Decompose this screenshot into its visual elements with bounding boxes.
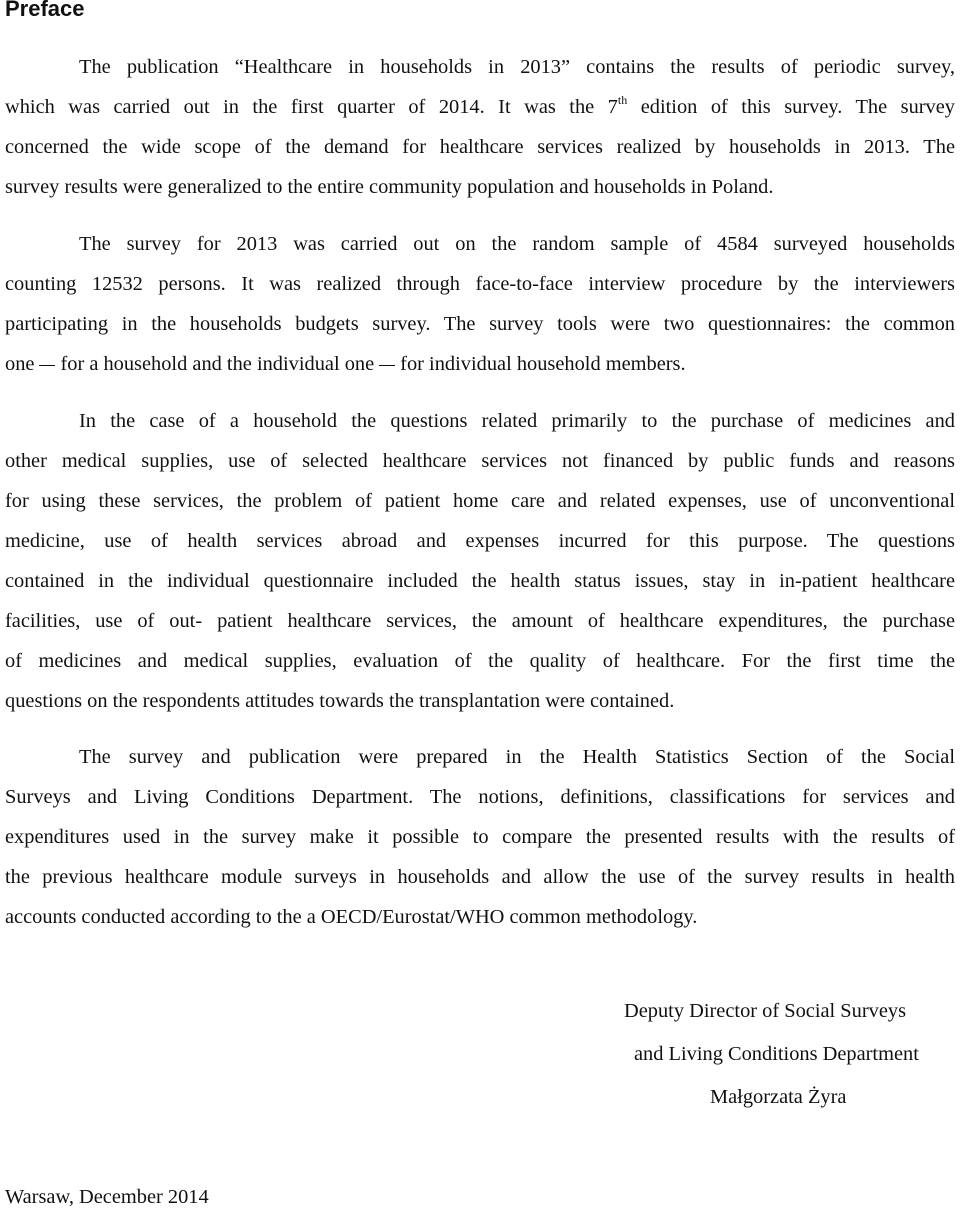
paragraph-line: other medical supplies, use of selected healthcare services not financed by public funds and reasons: [5, 450, 955, 472]
superscript: th: [617, 93, 628, 107]
paragraph-line: survey results were generalized to the entire community population and households in Poland.: [5, 176, 774, 198]
paragraph-line: concerned the wide scope of the demand for healthcare services realized by households in 2013. The: [5, 136, 955, 158]
paragraph-4: [5, 737, 955, 937]
paragraph-1: [5, 47, 955, 207]
dash-mark: [379, 365, 395, 366]
signature-name: Małgorzata Żyra: [710, 1086, 847, 1108]
line-segment: for individual household members.: [400, 353, 686, 375]
place-date: Warsaw, December 2014: [5, 1186, 209, 1208]
paragraph-line: medicine, use of health services abroad and expenses incurred for this purpose. The questions: [5, 530, 955, 552]
paragraph-line: Surveys and Living Conditions Department. The notions, definitions, classifications for services and: [5, 786, 955, 808]
paragraph-line: accounts conducted according to the a OECD/Eurostat/WHO common methodology.: [5, 906, 698, 928]
paragraph-line: of medicines and medical supplies, evaluation of the quality of healthcare. For the first time the: [5, 650, 955, 672]
paragraph-line: facilities, use of out- patient healthcare services, the amount of healthcare expenditures, the purchase: [5, 610, 955, 632]
line-segment: for a household and the individual one: [60, 353, 375, 375]
paragraph-line: questions on the respondents attitudes towards the transplantation were contained.: [5, 690, 675, 712]
paragraph-line: The publication “Healthcare in households in 2013” contains the results of periodic survey,: [79, 56, 955, 78]
paragraph-line: The survey for 2013 was carried out on the random sample of 4584 surveyed households: [79, 233, 955, 255]
paragraph-line: for using these services, the problem of patient home care and related expenses, use of unconventional: [5, 490, 955, 512]
paragraph-2: [5, 224, 955, 384]
paragraph-line: expenditures used in the survey make it possible to compare the presented results with the results of: [5, 826, 955, 848]
line-segment: one: [5, 353, 35, 375]
paragraph-line: participating in the households budgets survey. The survey tools were two questionnaires: the common: [5, 313, 955, 335]
signature-title-line-1: Deputy Director of Social Surveys: [624, 1000, 907, 1022]
page-title: Preface: [5, 0, 85, 21]
paragraph-line: In the case of a household the questions related primarily to the purchase of medicines and: [79, 410, 955, 432]
paragraph-line: [5, 87, 955, 127]
dash-mark: [39, 365, 55, 366]
paragraph-line: The survey and publication were prepared in the Health Statistics Section of the Social: [79, 746, 955, 768]
signature-title-line-2: and Living Conditions Department: [634, 1043, 919, 1065]
paragraph-line: counting 12532 persons. It was realized through face-to-face interview procedure by the interviewers: [5, 273, 955, 295]
paragraph-line: the previous healthcare module surveys in households and allow the use of the survey results in health: [5, 866, 955, 888]
line-segment: edition of this survey. The survey: [627, 96, 956, 118]
line-segment: which was carried out in the first quarter of 2014. It was the 7: [5, 96, 618, 118]
paragraph-line: contained in the individual questionnaire included the health status issues, stay in in-patient healthcare: [5, 570, 955, 592]
paragraph-3: [5, 401, 955, 721]
paragraph-line: [5, 344, 955, 384]
